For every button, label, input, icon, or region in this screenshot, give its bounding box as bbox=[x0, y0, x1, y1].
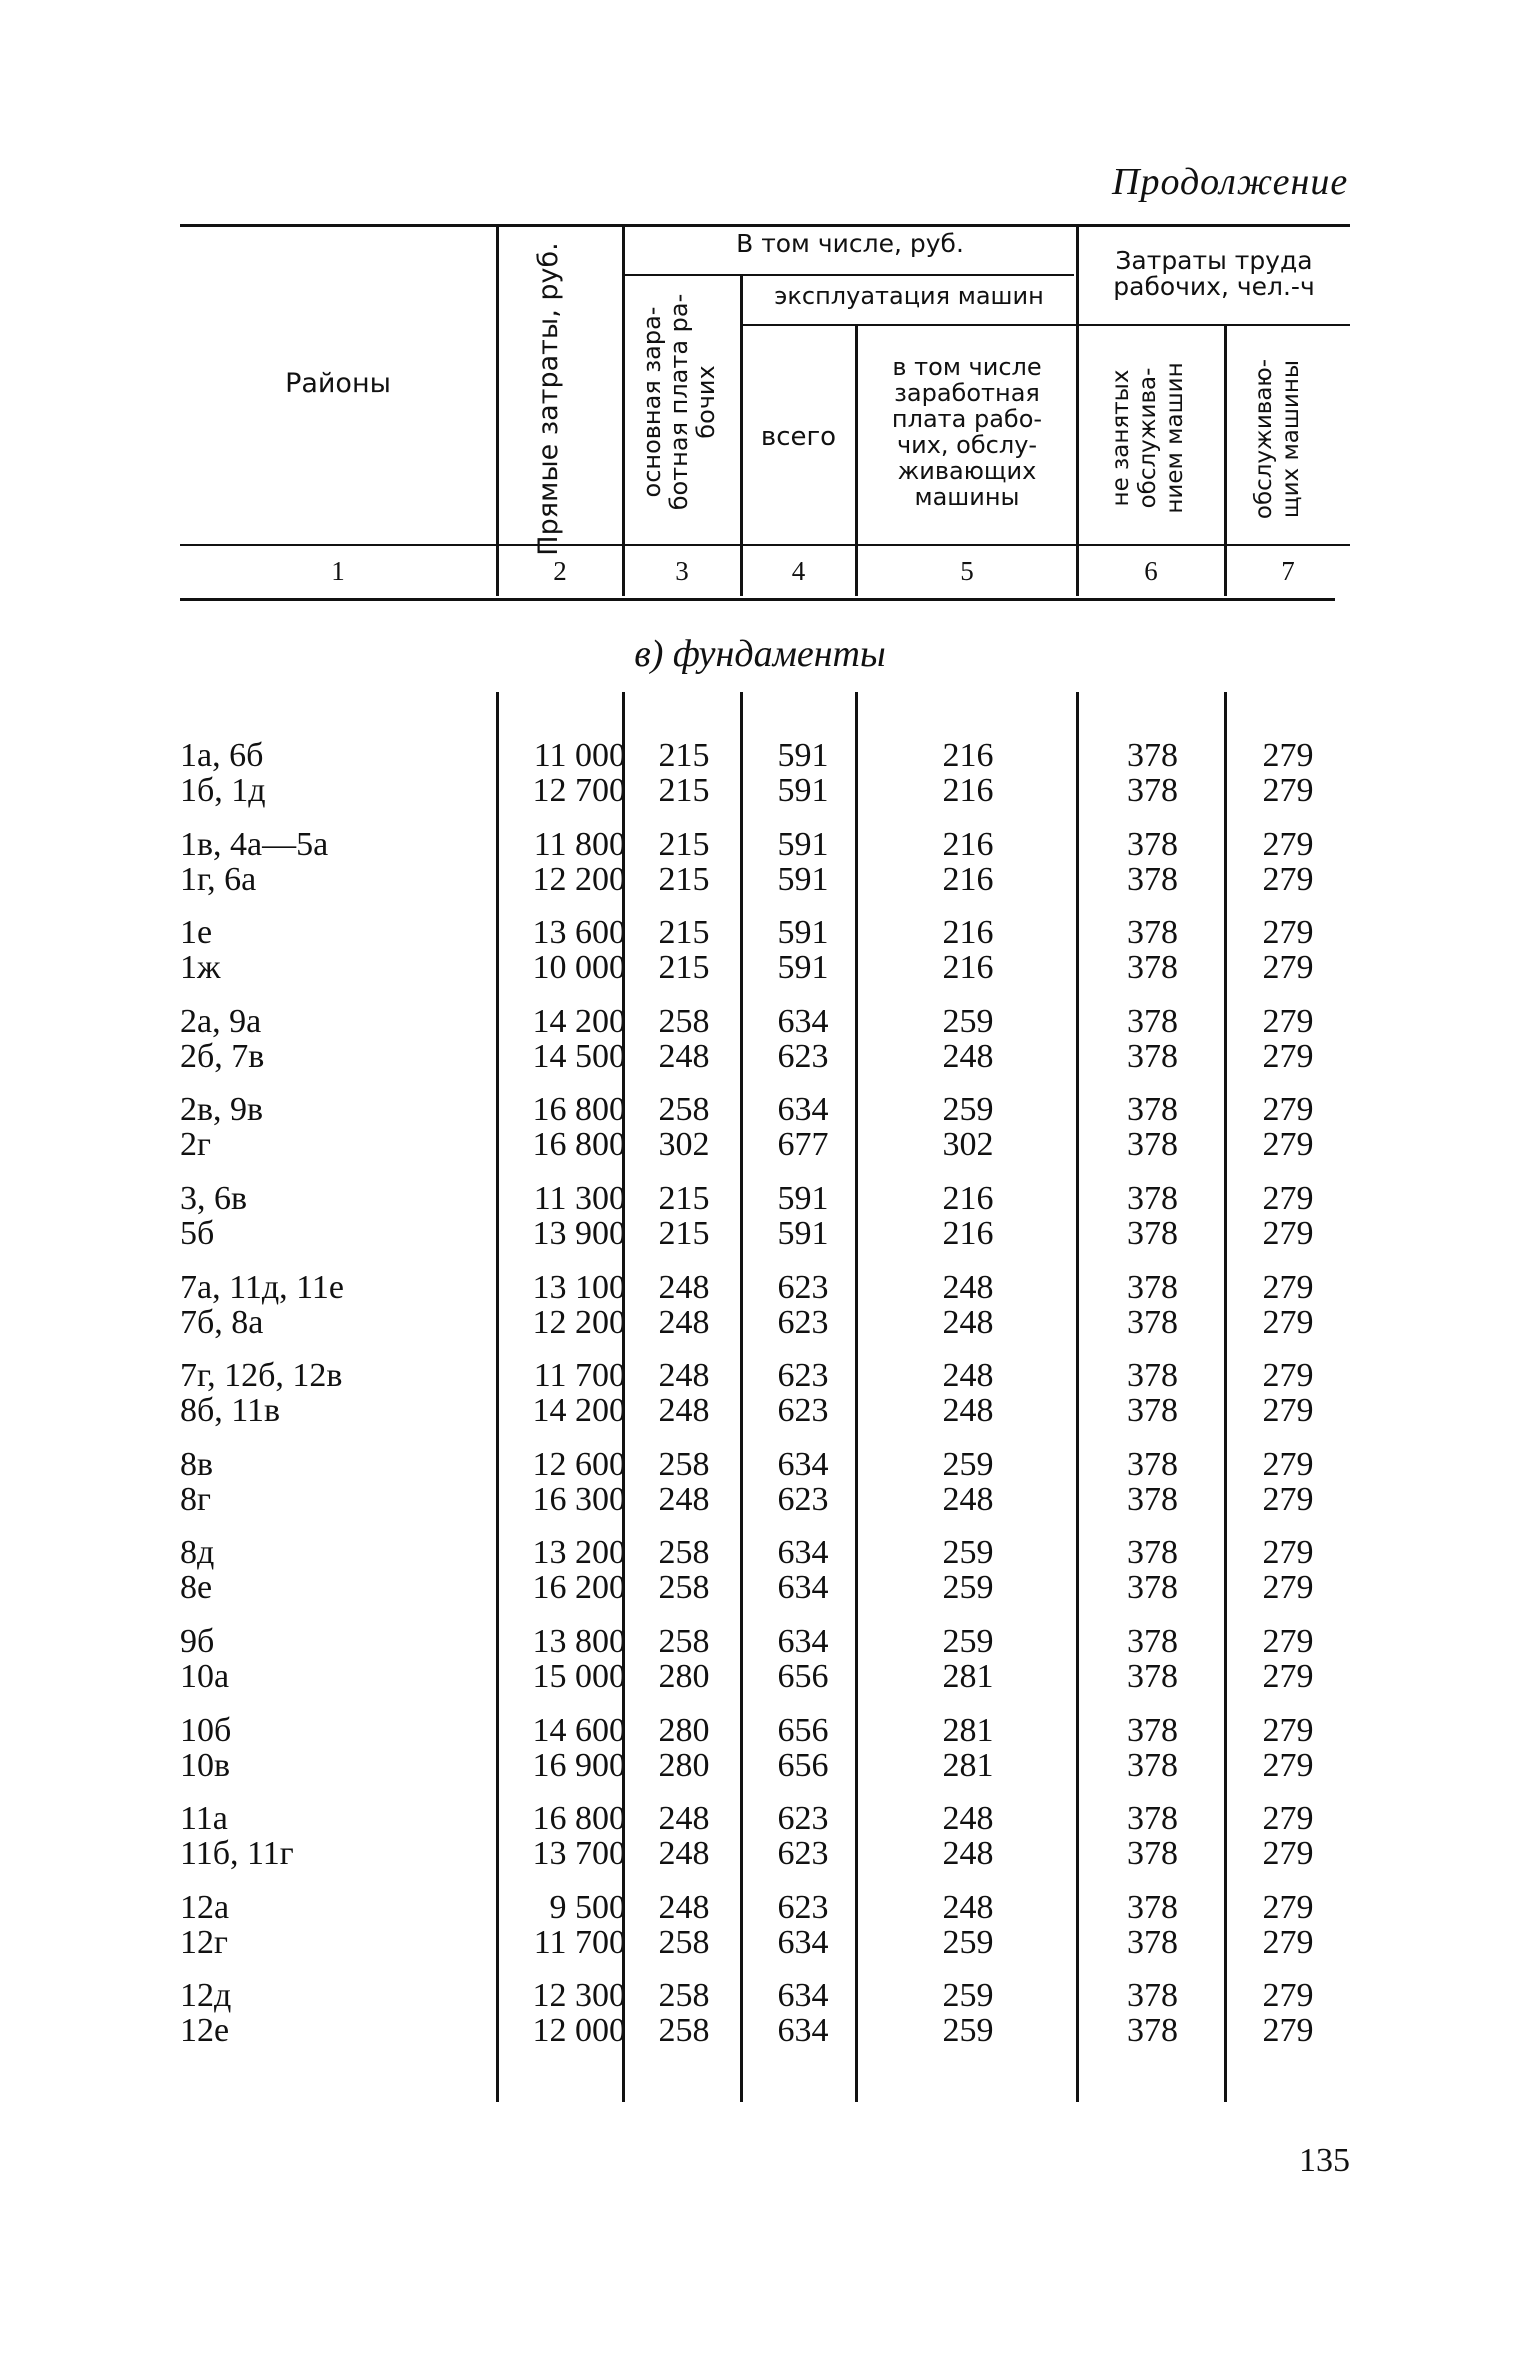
column-number-1: 1 bbox=[331, 556, 345, 586]
header-districts: Районы bbox=[285, 368, 391, 399]
machine-wage-cell: 259 302 bbox=[942, 1091, 994, 1163]
header-labor: Затраты труда рабочих, чел.-ч bbox=[1113, 246, 1315, 301]
table-row bbox=[0, 1890, 1535, 1960]
machine-wage-cell: 259 281 bbox=[942, 1623, 994, 1695]
machine-total-cell: 591 591 bbox=[777, 914, 829, 986]
base-wage-cell: 248 248 bbox=[658, 1269, 710, 1341]
header-total: всего bbox=[760, 422, 837, 452]
machine-total-cell: 591 591 bbox=[777, 1180, 829, 1252]
direct-costs-cell: 13 800 15 000 bbox=[532, 1623, 626, 1695]
machine-total-cell: 634 677 bbox=[777, 1091, 829, 1163]
direct-costs-cell: 13 600 10 000 bbox=[532, 914, 626, 986]
table-row bbox=[0, 1270, 1535, 1340]
table-top-rule bbox=[180, 224, 1350, 227]
labor-servicing-cell: 279 279 bbox=[1262, 1889, 1314, 1961]
base-wage-cell: 215 215 bbox=[658, 826, 710, 898]
machine-wage-cell: 216 216 bbox=[942, 737, 994, 809]
machine-wage-cell: 216 216 bbox=[942, 1180, 994, 1252]
labor-not-servicing-cell: 378 378 bbox=[1127, 1889, 1178, 1961]
table-row bbox=[0, 1624, 1535, 1694]
labor-not-servicing-cell: 378 378 bbox=[1127, 1977, 1178, 2049]
machine-total-cell: 634 656 bbox=[777, 1623, 829, 1695]
labor-servicing-cell: 279 279 bbox=[1262, 1712, 1314, 1784]
labor-servicing-cell: 279 279 bbox=[1262, 1446, 1314, 1518]
district-cell: 12а 12г bbox=[180, 1889, 230, 1961]
labor-not-servicing-cell: 378 378 bbox=[1127, 1623, 1178, 1695]
labor-not-servicing-cell: 378 378 bbox=[1127, 1269, 1178, 1341]
direct-costs-cell: 14 200 14 500 bbox=[532, 1003, 626, 1075]
base-wage-cell: 258 258 bbox=[658, 1534, 710, 1606]
direct-costs-cell: 13 200 16 200 bbox=[532, 1534, 626, 1606]
labor-servicing-cell: 279 279 bbox=[1262, 737, 1314, 809]
table-row bbox=[0, 827, 1535, 897]
base-wage-cell: 258 248 bbox=[658, 1446, 710, 1518]
base-wage-cell: 248 258 bbox=[658, 1889, 710, 1961]
direct-costs-cell: 11 300 13 900 bbox=[532, 1180, 626, 1252]
page-number: 135 bbox=[1299, 2142, 1350, 2179]
header-base-wage: основная зара- ботная плата ра- бочих bbox=[638, 293, 720, 511]
machine-wage-cell: 259 259 bbox=[942, 1977, 994, 2049]
direct-costs-cell: 16 800 13 700 bbox=[532, 1800, 626, 1872]
labor-not-servicing-cell: 378 378 bbox=[1127, 1091, 1178, 1163]
column-number-3: 3 bbox=[675, 556, 689, 586]
labor-servicing-cell: 279 279 bbox=[1262, 914, 1314, 986]
machine-wage-cell: 248 248 bbox=[942, 1800, 994, 1872]
labor-not-servicing-cell: 378 378 bbox=[1127, 914, 1178, 986]
base-wage-cell: 215 215 bbox=[658, 1180, 710, 1252]
machine-total-cell: 623 623 bbox=[777, 1357, 829, 1429]
district-cell: 7г, 12б, 12в 8б, 11в bbox=[180, 1357, 343, 1429]
district-cell: 2а, 9а 2б, 7в bbox=[180, 1003, 265, 1075]
table-row bbox=[0, 1181, 1535, 1251]
table-row bbox=[0, 1713, 1535, 1783]
labor-not-servicing-cell: 378 378 bbox=[1127, 1446, 1178, 1518]
district-cell: 8д 8е bbox=[180, 1534, 215, 1606]
base-wage-cell: 258 280 bbox=[658, 1623, 710, 1695]
base-wage-cell: 258 248 bbox=[658, 1003, 710, 1075]
direct-costs-cell: 14 600 16 900 bbox=[532, 1712, 626, 1784]
labor-servicing-cell: 279 279 bbox=[1262, 1269, 1314, 1341]
base-wage-cell: 215 215 bbox=[658, 737, 710, 809]
column-number-7: 7 bbox=[1281, 556, 1295, 586]
district-cell: 3, 6в 5б bbox=[180, 1180, 248, 1252]
machine-total-cell: 634 634 bbox=[777, 1534, 829, 1606]
column-number-4: 4 bbox=[791, 556, 806, 586]
table-row bbox=[0, 1978, 1535, 2048]
machine-wage-cell: 259 248 bbox=[942, 1003, 994, 1075]
header-not-servicing: не занятых обслужива- нием машин bbox=[1108, 362, 1188, 514]
machine-wage-cell: 259 248 bbox=[942, 1446, 994, 1518]
machine-total-cell: 634 634 bbox=[777, 1977, 829, 2049]
labor-servicing-cell: 279 279 bbox=[1262, 1357, 1314, 1429]
base-wage-cell: 280 280 bbox=[658, 1712, 710, 1784]
table-row bbox=[0, 1358, 1535, 1428]
table-row bbox=[0, 1004, 1535, 1074]
column-number-6: 6 bbox=[1144, 556, 1158, 586]
labor-servicing-cell: 279 279 bbox=[1262, 1534, 1314, 1606]
district-cell: 2в, 9в 2г bbox=[180, 1091, 264, 1163]
machine-total-cell: 623 634 bbox=[777, 1889, 829, 1961]
machine-wage-cell: 248 248 bbox=[942, 1357, 994, 1429]
district-cell: 8в 8г bbox=[180, 1446, 214, 1518]
header-direct-costs: Прямые затраты, руб. bbox=[533, 242, 564, 556]
machine-wage-cell: 216 216 bbox=[942, 914, 994, 986]
machine-total-cell: 656 656 bbox=[777, 1712, 829, 1784]
labor-not-servicing-cell: 378 378 bbox=[1127, 1357, 1178, 1429]
machine-wage-cell: 216 216 bbox=[942, 826, 994, 898]
labor-servicing-cell: 279 279 bbox=[1262, 1180, 1314, 1252]
labor-not-servicing-cell: 378 378 bbox=[1127, 1180, 1178, 1252]
direct-costs-cell: 11 700 14 200 bbox=[532, 1357, 626, 1429]
table-row bbox=[0, 1092, 1535, 1162]
district-cell: 11а 11б, 11г bbox=[180, 1800, 294, 1872]
labor-not-servicing-cell: 378 378 bbox=[1127, 1800, 1178, 1872]
column-number-2: 2 bbox=[553, 556, 567, 586]
machine-total-cell: 634 623 bbox=[777, 1446, 829, 1518]
district-cell: 10б 10в bbox=[180, 1712, 232, 1784]
district-cell: 9б 10а bbox=[180, 1623, 230, 1695]
header-including: В том числе, руб. bbox=[736, 229, 964, 258]
header-divider-2 bbox=[622, 226, 625, 596]
labor-servicing-cell: 279 279 bbox=[1262, 1977, 1314, 2049]
direct-costs-cell: 9 500 11 700 bbox=[533, 1889, 626, 1961]
machine-total-cell: 591 591 bbox=[777, 826, 829, 898]
header-including-wage: в том числе заработная плата рабо- чих, обслу- живающих машины bbox=[891, 353, 1043, 511]
machine-total-cell: 623 623 bbox=[777, 1800, 829, 1872]
machine-wage-cell: 281 281 bbox=[942, 1712, 994, 1784]
base-wage-cell: 215 215 bbox=[658, 914, 710, 986]
labor-servicing-cell: 279 279 bbox=[1262, 826, 1314, 898]
labor-not-servicing-cell: 378 378 bbox=[1127, 737, 1178, 809]
machine-wage-cell: 259 259 bbox=[942, 1534, 994, 1606]
machine-total-cell: 623 623 bbox=[777, 1269, 829, 1341]
labor-not-servicing-cell: 378 378 bbox=[1127, 1003, 1178, 1075]
machine-wage-cell: 248 248 bbox=[942, 1269, 994, 1341]
direct-costs-cell: 13 100 12 200 bbox=[532, 1269, 626, 1341]
direct-costs-cell: 16 800 16 800 bbox=[532, 1091, 626, 1163]
section-title: в) фундаменты bbox=[634, 633, 886, 675]
table-row bbox=[0, 1801, 1535, 1871]
district-cell: 12д 12е bbox=[180, 1977, 232, 2049]
continuation-label: Продолжение bbox=[1112, 161, 1349, 203]
machine-total-cell: 634 623 bbox=[777, 1003, 829, 1075]
labor-not-servicing-cell: 378 378 bbox=[1127, 826, 1178, 898]
column-numbers-rule bbox=[180, 598, 1335, 601]
base-wage-cell: 258 302 bbox=[658, 1091, 710, 1163]
header-divider-1 bbox=[496, 226, 499, 596]
header-machine-operation: эксплуатация машин bbox=[774, 282, 1044, 310]
header-servicing: обслуживаю- щих машины bbox=[1251, 358, 1304, 520]
district-cell: 7а, 11д, 11е 7б, 8а bbox=[180, 1269, 344, 1341]
base-wage-cell: 248 248 bbox=[658, 1357, 710, 1429]
labor-not-servicing-cell: 378 378 bbox=[1127, 1712, 1178, 1784]
machine-wage-cell: 248 259 bbox=[942, 1889, 994, 1961]
labor-not-servicing-cell: 378 378 bbox=[1127, 1534, 1178, 1606]
labor-servicing-cell: 279 279 bbox=[1262, 1003, 1314, 1075]
labor-servicing-cell: 279 279 bbox=[1262, 1091, 1314, 1163]
labor-servicing-cell: 279 279 bbox=[1262, 1800, 1314, 1872]
direct-costs-cell: 12 600 16 300 bbox=[532, 1446, 626, 1518]
table-row bbox=[0, 738, 1535, 808]
direct-costs-cell: 11 000 12 700 bbox=[532, 737, 626, 809]
machine-total-cell: 591 591 bbox=[777, 737, 829, 809]
table-row bbox=[0, 1447, 1535, 1517]
district-cell: 1а, 6б 1б, 1д bbox=[180, 737, 266, 809]
table-row bbox=[0, 1535, 1535, 1605]
base-wage-cell: 248 248 bbox=[658, 1800, 710, 1872]
district-cell: 1е 1ж bbox=[180, 914, 221, 986]
column-number-5: 5 bbox=[960, 556, 974, 586]
district-cell: 1в, 4а—5а 1г, 6а bbox=[180, 826, 329, 898]
table-row bbox=[0, 915, 1535, 985]
base-wage-cell: 258 258 bbox=[658, 1977, 710, 2049]
machine-rule bbox=[742, 324, 1076, 326]
labor-servicing-cell: 279 279 bbox=[1262, 1623, 1314, 1695]
direct-costs-cell: 11 800 12 200 bbox=[532, 826, 626, 898]
direct-costs-cell: 12 300 12 000 bbox=[532, 1977, 626, 2049]
